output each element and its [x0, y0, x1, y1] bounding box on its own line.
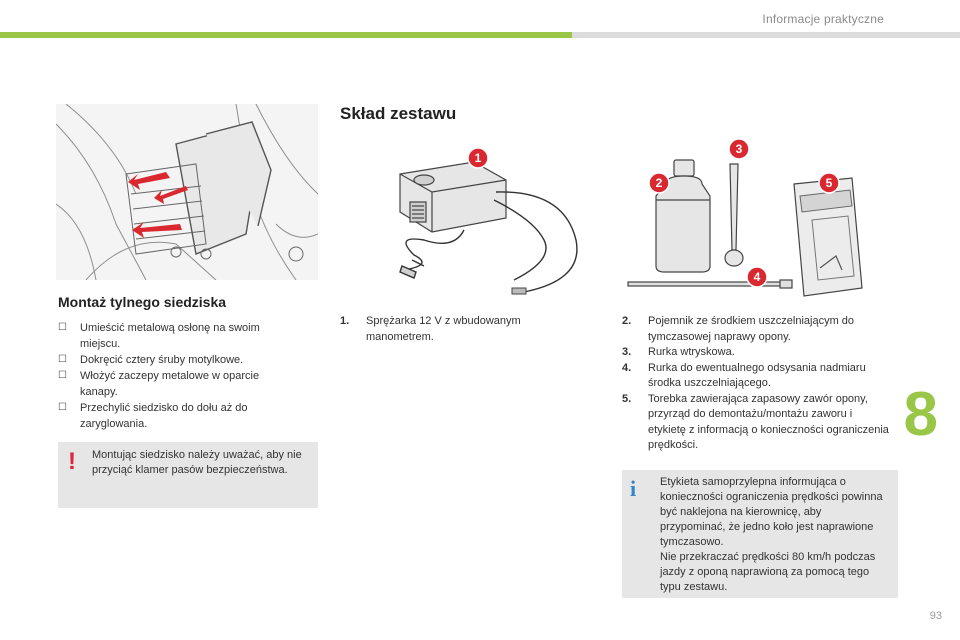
callout-1-label: 1 — [474, 151, 482, 165]
callout-5-label: 5 — [825, 176, 833, 190]
callout-4-label: 4 — [753, 270, 761, 284]
kit-items-list — [622, 314, 890, 454]
info-icon: i — [630, 476, 637, 501]
list-item: 2. Pojemnik ze środkiem uszczelniającym do tymczasowej naprawy opony. — [622, 315, 855, 343]
callout-2-label: 2 — [655, 176, 663, 190]
list-item: 3. Rurka wtryskowa. — [622, 346, 735, 358]
seat-steps — [58, 320, 298, 432]
warning-icon: ! — [68, 448, 76, 475]
info-text — [660, 475, 886, 595]
info-text-line-1: Etykieta samoprzylepna informująca o konieczności ograniczenia prędkości powinna być naklejona na kierownicę, aby przypominać, że jedno koło jest naprawione tymczasowo. — [660, 476, 883, 548]
checkbox-icon: ☐ — [58, 322, 67, 333]
checkbox-icon: ☐ — [58, 402, 67, 413]
seat-illustration — [56, 104, 318, 280]
page-number: 93 — [929, 610, 942, 622]
list-item: ☐ Umieścić metalową osłonę na swoim miejscu. — [58, 322, 260, 350]
warning-text: Montując siedzisko należy uważać, aby nie przyciąć klamer pasów bezpieczeństwa. — [92, 449, 302, 476]
list-item: 5. Torebka zawierająca zapasowy zawór opony, przyrząd do demontażu/montażu zaworu i etykietę z informacją o konieczności ograniczenia prędkości. — [622, 392, 889, 451]
list-item: ☐ Przechylić siedzisko do dołu aż do zaryglowania. — [58, 402, 248, 430]
seat-heading: Montaż tylnego siedziska — [58, 294, 227, 310]
section-title: Informacje praktyczne — [762, 12, 884, 26]
callout-3-label: 3 — [735, 142, 743, 156]
header-accent-bar — [0, 32, 572, 38]
repair-bag-illustration — [790, 176, 866, 298]
list-item: ☐ Włożyć zaczepy metalowe w oparcie kanapy. — [58, 370, 260, 398]
info-text-line-2: Nie przekraczać prędkości 80 km/h podczas jazdy z oponą naprawioną za pomocą tego typu zestawu. — [660, 551, 876, 593]
checkbox-icon: ☐ — [58, 354, 67, 365]
checkbox-icon: ☐ — [58, 370, 67, 381]
list-item: ☐ Dokręcić cztery śruby motylkowe. — [58, 354, 244, 366]
kit-heading: Skład zestawu — [340, 104, 457, 123]
chapter-number: 8 — [903, 380, 938, 449]
list-item: 4. Rurka do ewentualnego odsysania nadmiaru środka uszczelniającego. — [622, 361, 866, 389]
header-bar — [572, 32, 960, 38]
sealant-bottle-illustration — [626, 140, 796, 300]
item-1: 1. Sprężarka 12 V z wbudowanym manometrem. — [340, 315, 521, 343]
